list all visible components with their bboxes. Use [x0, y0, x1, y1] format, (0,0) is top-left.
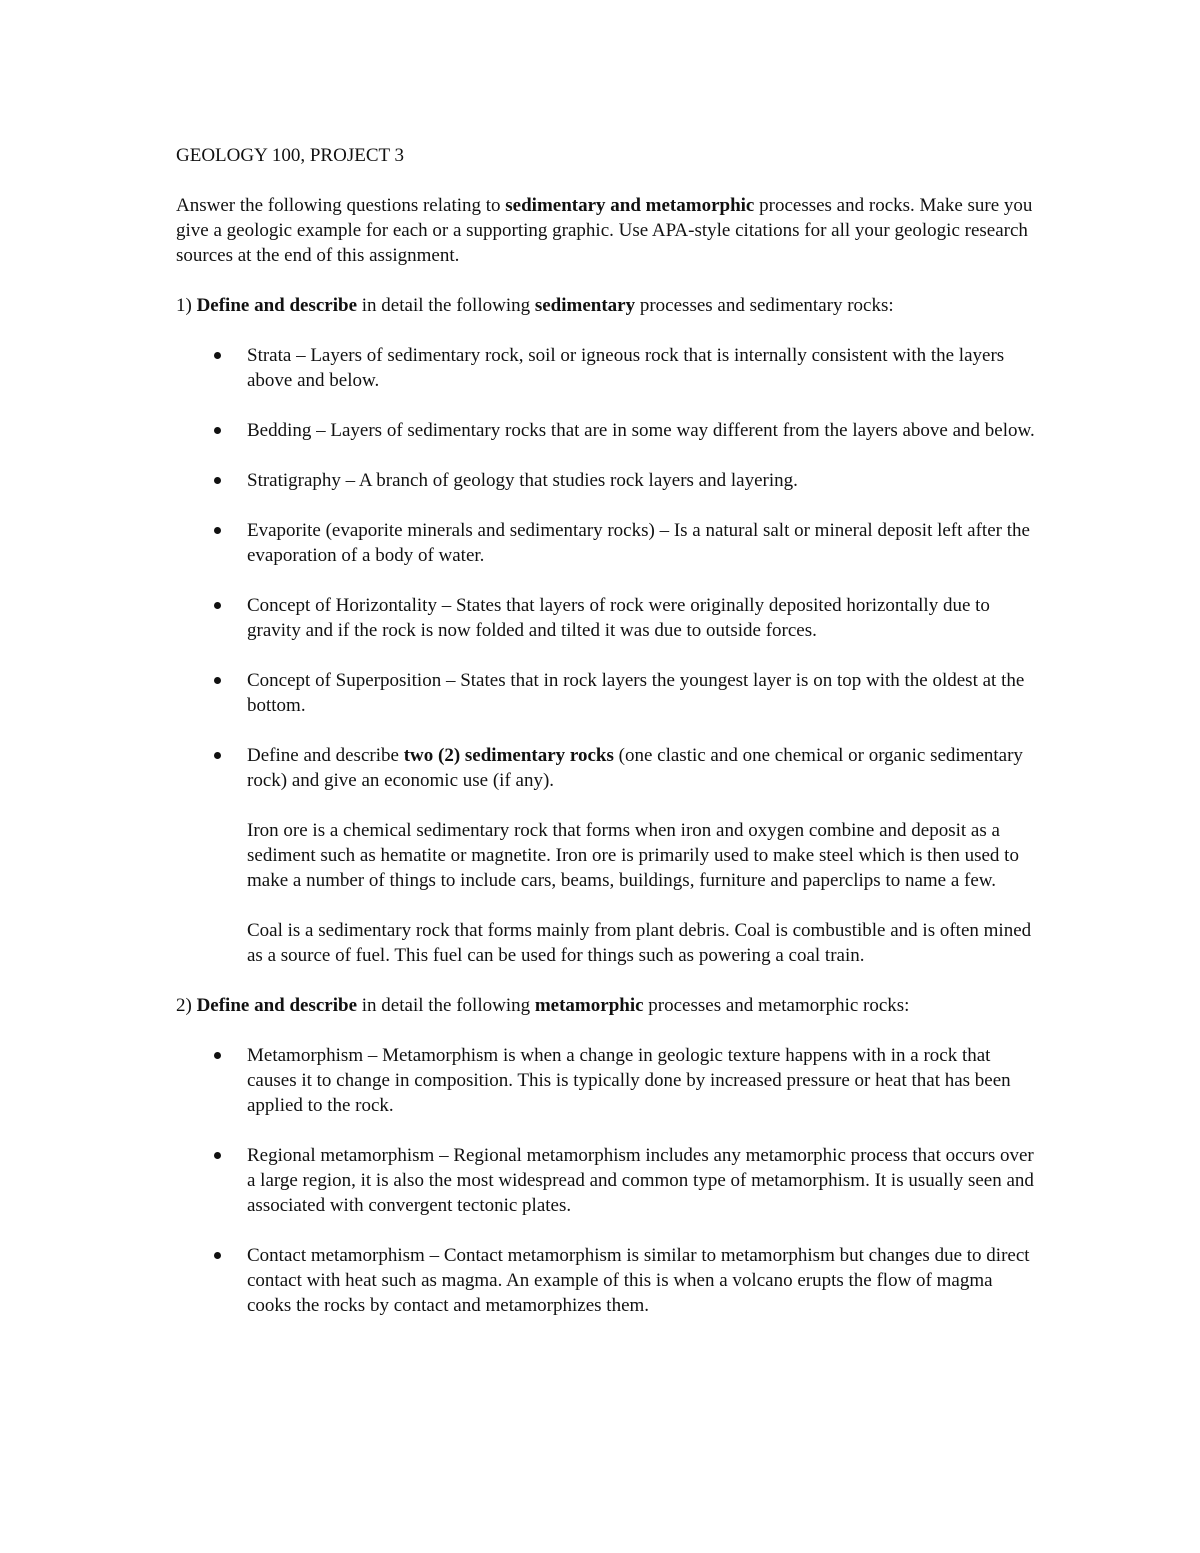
- section2-text-mid: in detail the following: [357, 995, 535, 1016]
- list-item-text: Bedding – Layers of sedimentary rocks that are in some way different from the layers above and below.: [247, 420, 1035, 441]
- bullet-icon: [214, 1152, 221, 1159]
- list-item: [176, 418, 1036, 443]
- list-item-sedimentary-rocks: [176, 743, 1036, 968]
- list-item: [176, 518, 1036, 568]
- section1-heading: [176, 293, 1036, 318]
- list-item-text: Strata – Layers of sedimentary rock, soil or igneous rock that is internally consistent with the layers above and below.: [247, 345, 1005, 391]
- list-item: [176, 1243, 1036, 1318]
- section1-bold-define: Define and describe: [196, 295, 358, 316]
- list-item-text: Contact metamorphism – Contact metamorphism is similar to metamorphism but changes due to direct contact with heat such as magma. An example of this is when a volcano erupts the flow of magma cooks the rocks by contact and metamorphizes them.: [247, 1245, 1030, 1316]
- intro-bold-text: sedimentary and metamorphic: [505, 195, 755, 216]
- list-item-text: Evaporite (evaporite minerals and sedimentary rocks) – Is a natural salt or mineral deposit left after the evaporation of a body of water.: [247, 520, 1030, 566]
- section2-number: 2): [176, 995, 197, 1016]
- bullet-icon: [214, 1252, 221, 1259]
- list-item-text-end: (one clastic and one chemical or organic sedimentary rock) and give an economic use (if any).: [247, 745, 1023, 791]
- section2-heading: [176, 993, 1036, 1018]
- section1-text-mid: in detail the following: [357, 295, 535, 316]
- list-item: [176, 1143, 1036, 1218]
- list-item: [176, 668, 1036, 718]
- section1-text-end: processes and sedimentary rocks:: [635, 295, 894, 316]
- intro-text-end: processes and rocks. Make sure you give a geologic example for each or a supporting graphic. Use APA-style citations for all your geologic research sources at the end of this assignment.: [176, 195, 1033, 266]
- list-item-text: Stratigraphy – A branch of geology that studies rock layers and layering.: [247, 470, 798, 491]
- section2-bold-topic: metamorphic: [534, 995, 644, 1016]
- bullet-icon: [214, 602, 221, 609]
- list-item-text: Concept of Superposition – States that in rock layers the youngest layer is on top with the oldest at the bottom.: [247, 670, 1025, 716]
- intro-text-start: Answer the following questions relating to: [176, 195, 506, 216]
- document-title: GEOLOGY 100, PROJECT 3: [176, 145, 405, 166]
- coal-paragraph: Coal is a sedimentary rock that forms mainly from plant debris. Coal is combustible and is often mined as a source of fuel. This fuel can be used for things such as powering a coal train.: [247, 920, 1032, 966]
- section2-bold-define: Define and describe: [196, 995, 358, 1016]
- list-item: [176, 1043, 1036, 1118]
- document-page: [176, 143, 1036, 1343]
- list-item-text: Regional metamorphism – Regional metamorphism includes any metamorphic process that occurs over a large region, it is also the most widespread and common type of metamorphism. It is usually seen and associated with convergent tectonic plates.: [247, 1145, 1034, 1216]
- intro-paragraph: [176, 193, 1036, 268]
- list-item-text: Concept of Horizontality – States that layers of rock were originally deposited horizontally due to gravity and if the rock is now folded and tilted it was due to outside forces.: [247, 595, 990, 641]
- bullet-icon: [214, 352, 221, 359]
- bullet-icon: [214, 1052, 221, 1059]
- section1-bold-topic: sedimentary: [534, 295, 636, 316]
- list-item: [176, 468, 1036, 493]
- section1-number: 1): [176, 295, 197, 316]
- list-item-text: Metamorphism – Metamorphism is when a change in geologic texture happens with in a rock that causes it to change in composition. This is typically done by increased pressure or heat that has been applied to the rock.: [247, 1045, 1011, 1116]
- section2-list: [176, 1043, 1036, 1318]
- bullet-icon: [214, 427, 221, 434]
- bullet-icon: [214, 527, 221, 534]
- iron-ore-paragraph: Iron ore is a chemical sedimentary rock that forms when iron and oxygen combine and deposit as a sediment such as hematite or magnetite. Iron ore is primarily used to make steel which is then used to make a number of things to include cars, beams, buildings, furniture and paperclips to name a few.: [247, 820, 1019, 891]
- section2-text-end: processes and metamorphic rocks:: [643, 995, 910, 1016]
- list-item: [176, 343, 1036, 393]
- bullet-icon: [214, 752, 221, 759]
- list-item: [176, 593, 1036, 643]
- bullet-icon: [214, 677, 221, 684]
- list-item-bold-text: two (2) sedimentary rocks: [403, 745, 614, 766]
- section1-list: [176, 343, 1036, 968]
- list-item-text-start: Define and describe: [247, 745, 404, 766]
- bullet-icon: [214, 477, 221, 484]
